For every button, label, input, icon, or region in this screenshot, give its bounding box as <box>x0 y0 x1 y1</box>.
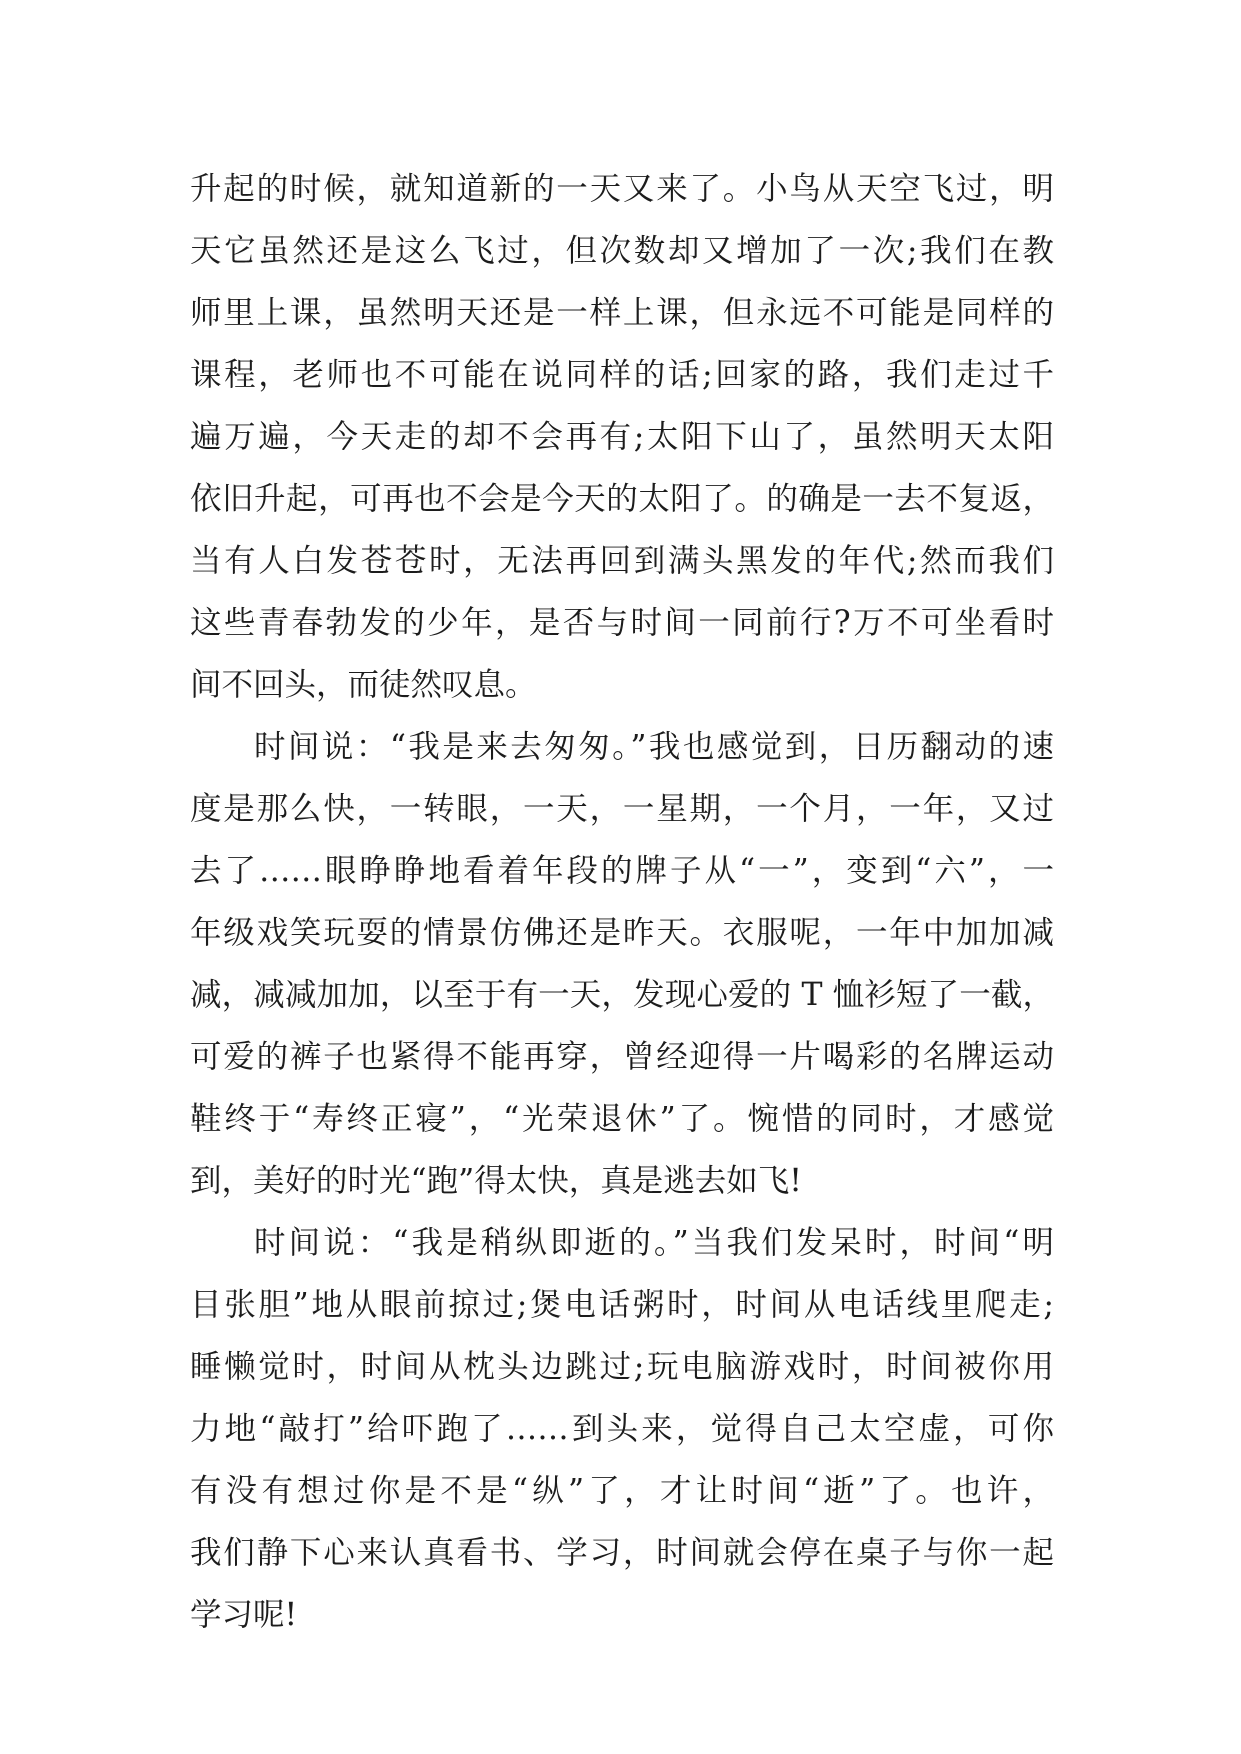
essay-body <box>190 158 1054 1646</box>
text-line: 师里上课，虽然明天还是一样上课，但永远不可能是同样的 <box>190 295 1054 331</box>
text-line: 睡懒觉时，时间从枕头边跳过;玩电脑游戏时，时间被你用 <box>190 1349 1054 1385</box>
text-line: 目张胆”地从眼前掠过;煲电话粥时，时间从电话线里爬走; <box>190 1287 1054 1323</box>
text-line: 年级戏笑玩耍的情景仿佛还是昨天。衣服呢，一年中加加减 <box>190 915 1054 951</box>
text-line: 去了……眼睁睁地看着年段的牌子从“一”，变到“六”，一 <box>190 853 1054 889</box>
text-line: 鞋终于“寿终正寝”，“光荣退休”了。惋惜的同时，才感觉 <box>190 1101 1054 1137</box>
text-line: 度是那么快，一转眼，一天，一星期，一个月，一年，又过 <box>190 791 1054 827</box>
text-line: 有没有想过你是不是“纵”了，才让时间“逝”了。也许， <box>190 1473 1054 1509</box>
text-line: 时间说：“我是稍纵即逝的。”当我们发呆时，时间“明 <box>254 1225 1054 1261</box>
text-line: 遍万遍，今天走的却不会再有;太阳下山了，虽然明天太阳 <box>190 419 1054 455</box>
text-line: 到，美好的时光“跑”得太快，真是逃去如飞! <box>190 1163 802 1199</box>
text-line: 学习呢! <box>190 1597 298 1633</box>
text-line: 课程，老师也不可能在说同样的话;回家的路，我们走过千 <box>190 357 1054 393</box>
paragraph-3 <box>190 1212 1054 1646</box>
text-line: 减，减减加加，以至于有一天，发现心爱的 T 恤衫短了一截， <box>190 977 1054 1013</box>
text-line: 可爱的裤子也紧得不能再穿，曾经迎得一片喝彩的名牌运动 <box>190 1039 1054 1075</box>
paragraph-2 <box>190 716 1054 1212</box>
text-line: 间不回头，而徒然叹息。 <box>190 667 537 703</box>
text-line: 这些青春勃发的少年，是否与时间一同前行?万不可坐看时 <box>190 605 1054 641</box>
text-line: 天它虽然还是这么飞过，但次数却又增加了一次;我们在教 <box>190 233 1054 269</box>
text-line: 依旧升起，可再也不会是今天的太阳了。的确是一去不复返， <box>190 481 1054 517</box>
paragraph-1 <box>190 158 1054 716</box>
text-line: 时间说：“我是来去匆匆。”我也感觉到，日历翻动的速 <box>254 729 1054 765</box>
text-line: 力地“敲打”给吓跑了……到头来，觉得自己太空虚，可你 <box>190 1411 1054 1447</box>
text-line: 我们静下心来认真看书、学习，时间就会停在桌子与你一起 <box>190 1535 1054 1571</box>
text-line: 升起的时候，就知道新的一天又来了。小鸟从天空飞过，明 <box>190 171 1054 207</box>
text-line: 当有人白发苍苍时，无法再回到满头黑发的年代;然而我们 <box>190 543 1054 579</box>
